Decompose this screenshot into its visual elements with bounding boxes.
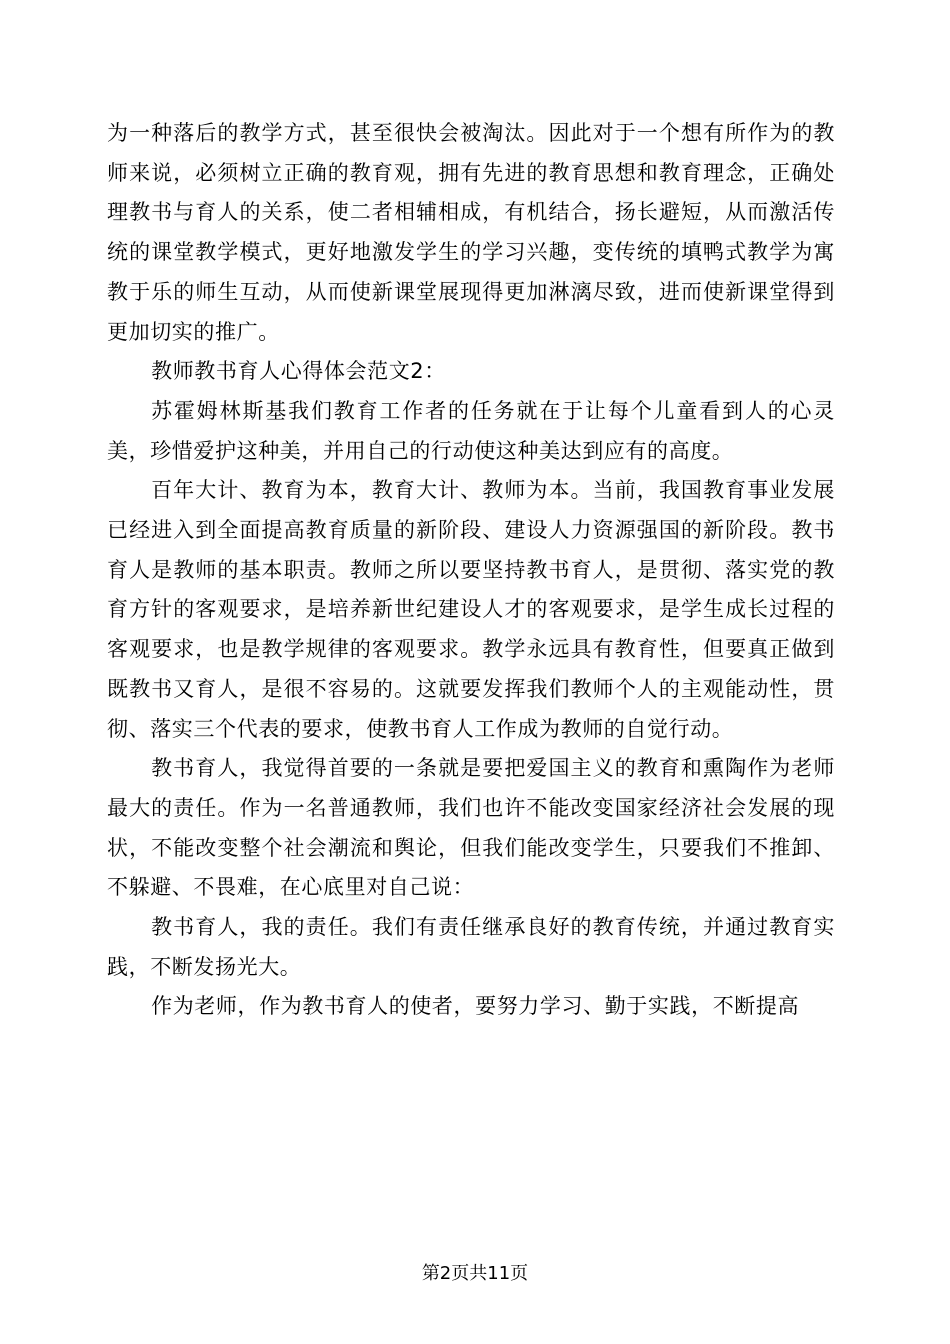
- paragraph-2-heading: 教师教书育人心得体会范文2：: [151, 359, 446, 384]
- paragraph-5: 教书育人，我觉得首要的一条就是要把爱国主义的教育和熏陶作为老师最大的责任。作为一名普通教师，我们也许不能改变国家经济社会发展的现状，不能改变整个社会潮流和舆论，但我们能改变学生，只要我们不推卸、不躲避、不畏难，在心底里对自己说：: [107, 756, 835, 900]
- paragraph-1: 为一种落后的教学方式，甚至很快会被淘汰。因此对于一个想有所作为的教师来说，必须树立正确的教育观，拥有先进的教育思想和教育理念，正确处理教书与育人的关系，使二者相辅相成，有机结合，扬长避短，从而激活传统的课堂教学模式，更好地激发学生的学习兴趣，变传统的填鸭式教学为寓教于乐的师生互动，从而使新课堂展现得更加淋漓尽致，进而使新课堂得到更加切实的推广。: [107, 121, 835, 344]
- paragraph-6: 教书育人，我的责任。我们有责任继承良好的教育传统，并通过教育实践，不断发扬光大。: [107, 915, 835, 979]
- paragraph-3: 苏霍姆林斯基我们教育工作者的任务就在于让每个儿童看到人的心灵美，珍惜爱护这种美，并用自己的行动使这种美达到应有的高度。: [107, 398, 835, 463]
- page-number-footer: 第2页共11页: [421, 1263, 529, 1284]
- body-text: [107, 114, 835, 1027]
- paragraph-4: 百年大计、教育为本，教育大计、教师为本。当前，我国教育事业发展已经进入到全面提高教育质量的新阶段、建设人力资源强国的新阶段。教书育人是教师的基本职责。教师之所以要坚持教书育人，是贯彻、落实党的教育方针的客观要求，是培养新世纪建设人才的客观要求，是学生成长过程的客观要求，也是教学规律的客观要求。教学永远具有教育性，但要真正做到既教书又育人，是很不容易的。这就要发挥我们教师个人的主观能动性，贯彻、落实三个代表的要求，使教书育人工作成为教师的自觉行动。: [107, 478, 835, 741]
- paragraph-7: 作为老师，作为教书育人的使者，要努力学习、勤于实践，不断提高: [151, 994, 800, 1019]
